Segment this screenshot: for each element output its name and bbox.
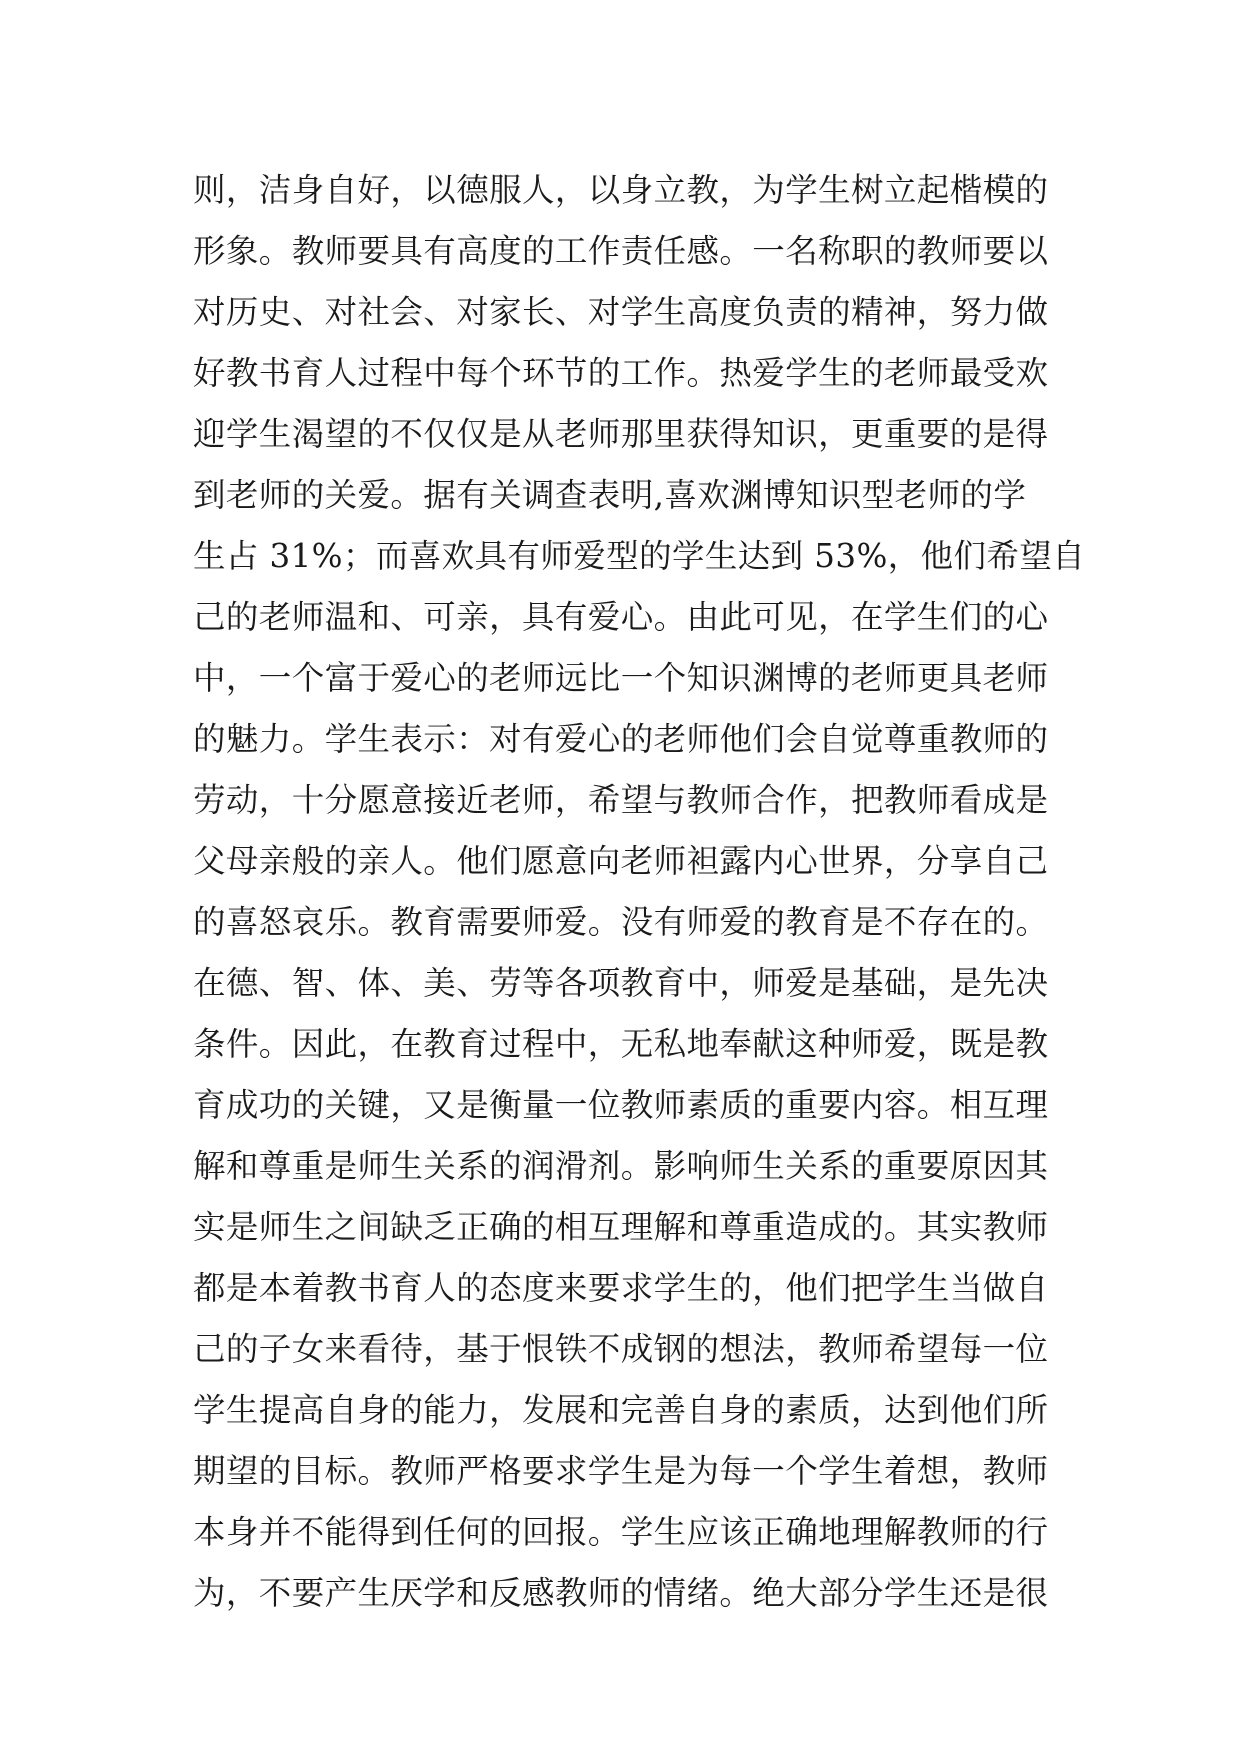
text-line: 为，不要产生厌学和反感教师的情绪。绝大部分学生还是很 — [193, 1574, 1049, 1612]
text-line: 迎学生渴望的不仅仅是从老师那里获得知识，更重要的是得 — [193, 415, 1049, 453]
text-line: 本身并不能得到任何的回报。学生应该正确地理解教师的行 — [193, 1513, 1049, 1551]
text-line: 的喜怒哀乐。教育需要师爱。没有师爱的教育是不存在的。 — [193, 903, 1049, 941]
text-line: 劳动，十分愿意接近老师，希望与教师合作，把教师看成是 — [193, 781, 1049, 819]
text-line: 学生提高自身的能力，发展和完善自身的素质，达到他们所 — [193, 1391, 1049, 1429]
body-text — [193, 160, 1086, 1624]
text-line: 己的老师温和、可亲，具有爱心。由此可见，在学生们的心 — [193, 598, 1049, 636]
text-line: 到老师的关爱。据有关调查表明,喜欢渊博知识型老师的学 — [193, 476, 1027, 514]
text-line: 条件。因此，在教育过程中，无私地奉献这种师爱，既是教 — [193, 1025, 1049, 1063]
text-line: 生占 31%；而喜欢具有师爱型的学生达到 53%，他们希望自 — [193, 537, 1086, 575]
text-line: 育成功的关键，又是衡量一位教师素质的重要内容。相互理 — [193, 1086, 1049, 1124]
text-line: 则，洁身自好，以德服人，以身立教，为学生树立起楷模的 — [193, 171, 1049, 209]
text-line: 解和尊重是师生关系的润滑剂。影响师生关系的重要原因其 — [193, 1147, 1049, 1185]
text-line: 父母亲般的亲人。他们愿意向老师袒露内心世界，分享自己 — [193, 842, 1049, 880]
text-line: 中，一个富于爱心的老师远比一个知识渊博的老师更具老师 — [193, 659, 1049, 697]
text-line: 形象。教师要具有高度的工作责任感。一名称职的教师要以 — [193, 232, 1049, 270]
text-line: 好教书育人过程中每个环节的工作。热爱学生的老师最受欢 — [193, 354, 1049, 392]
text-line: 实是师生之间缺乏正确的相互理解和尊重造成的。其实教师 — [193, 1208, 1049, 1246]
text-line: 的魅力。学生表示：对有爱心的老师他们会自觉尊重教师的 — [193, 720, 1049, 758]
text-line: 在德、智、体、美、劳等各项教育中，师爱是基础，是先决 — [193, 964, 1049, 1002]
text-line: 对历史、对社会、对家长、对学生高度负责的精神，努力做 — [193, 293, 1049, 331]
text-line: 期望的目标。教师严格要求学生是为每一个学生着想，教师 — [193, 1452, 1049, 1490]
text-line: 己的子女来看待，基于恨铁不成钢的想法，教师希望每一位 — [193, 1330, 1049, 1368]
text-line: 都是本着教书育人的态度来要求学生的，他们把学生当做自 — [193, 1269, 1049, 1307]
